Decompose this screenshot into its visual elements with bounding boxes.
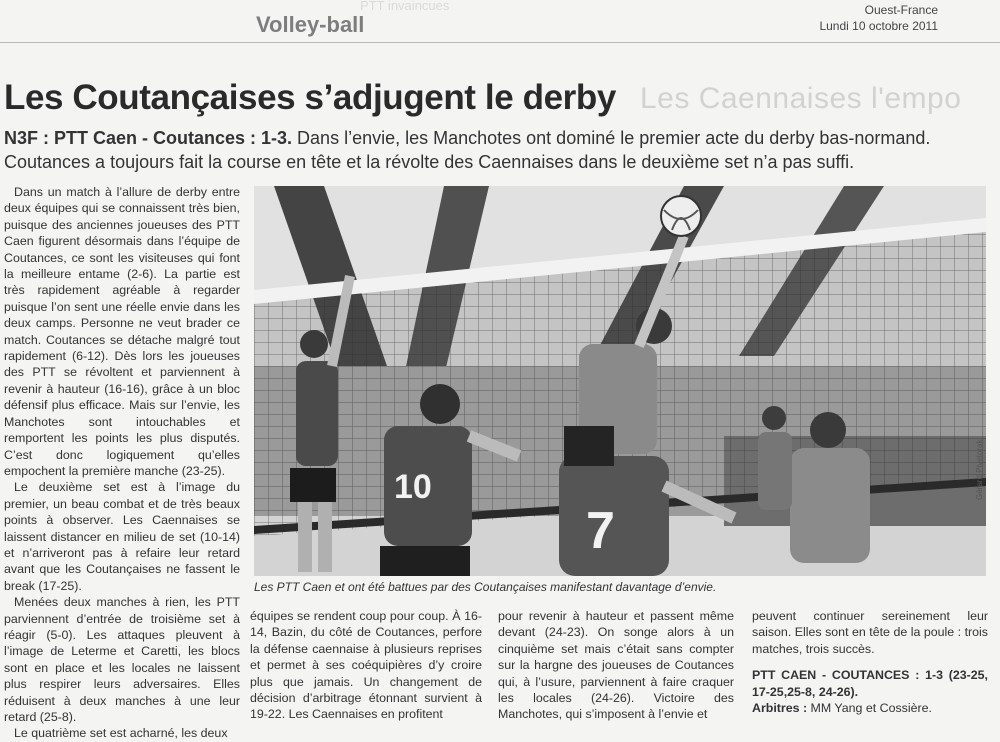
article-column-2 (250, 608, 482, 720)
header-rule (0, 42, 1000, 43)
paragraph: équipes se rendent coup pour coup. À 16-14, Bazin, du côté de Coutances, perfore la défense caennaise à plusieurs reprises et permet à ses coéquipières d’y croire plus que jamais. Un changement de décision d’arbitrage étonnant survient à 19-22. Les Caennaises en profitent (250, 609, 482, 722)
newspaper-source (819, 2, 938, 34)
article-column-3 (498, 608, 734, 720)
bleed-through-heading: Les Caennaises l'empo (640, 82, 962, 115)
paragraph: Menées deux manches à rien, les PTT parviennent d’entrée de troisième set à réagir (5-0). Les attaques pleuvent à l’image de Leterme et Caretti, les blocs sont en place et les locales ne laissent plus respirer leurs adversaires. Elles réduisent à deux manches à une leur retard (25-8). (4, 595, 240, 724)
publication-date: Lundi 10 octobre 2011 (819, 19, 938, 33)
jersey-number-7: 7 (586, 502, 615, 560)
newspaper-name: Ouest-France (864, 3, 938, 17)
final-score-line: PTT CAEN - COUTANCES : 1-3 (23-25, 17-25,25-8, 24-26). (752, 668, 988, 699)
article-column-1 (4, 184, 240, 741)
chapo-lead: N3F : PTT Caen - Coutances : 1-3. (4, 128, 293, 148)
volleyball-scene-illustration (254, 186, 986, 576)
photo-caption: Les PTT Caen et ont été battues par des Coutançaises manifestant davantage d’envie. (254, 580, 717, 594)
paragraph: peuvent continuer sereinement leur saison. Elles sont en tête de la poule : trois matches, trois succès. (752, 609, 988, 656)
referees-label: Arbitres : (752, 701, 808, 716)
paragraph: Dans un match à l’allure de derby entre deux équipes qui se connaissent très bien, puisque des anciennes joueuses des PTT Caen figurent désormais dans l’équipe de Coutances, ce sont les visiteuses qui font la meilleure entame (2-6). La partie est très rapidement agréable à regarder puisque l’on sent une réelle envie dans les deux camps. Personne ne veut brader ce match. Coutances se détache malgré tout rapidement (6-12). Dès lors les joueuses des PTT se révoltent et parviennent à revenir à hauteur (16-16), grâce à un bloc défensif plus efficace. Mais sur l’envie, les Manchotes sont intouchables et remportent les points les plus disputés. C’est donc logiquement qu’elles empochent la première manche (23-25). (4, 185, 240, 478)
jersey-number-10: 10 (394, 468, 432, 506)
paragraph: Le quatrième set est acharné, les deux (14, 726, 228, 741)
volleyball (661, 196, 701, 236)
match-photo (254, 186, 986, 576)
photo-credit: Gérard Pivetorak (975, 439, 984, 500)
paragraph: Le deuxième set est à l’image du premier, un beau combat et de très beaux points à observer. Les Caennaises se laissent distancer en milieu de set (10-14) et n’arriveront pas à refaire leur retard avant que les Coutançaises ne fassent le break (17-25). (4, 480, 240, 593)
paragraph: pour revenir à hauteur et passent même devant (24-23). On songe alors à un cinquième set mais c’était sans compter sur la hargne des joueuses de Coutances qui, à l’usure, parviennent à faire craquer les locales (24-26). Victoire des Manchotes, qui s’imposent à l’envie et (498, 609, 734, 722)
referees-names: MM Yang et Cossière. (807, 701, 932, 716)
article-column-4 (752, 608, 988, 720)
bleed-through-top: PTT invaincues (360, 0, 450, 13)
referees-line (752, 700, 988, 716)
chapo-text: Dans l’envie, les Manchotes ont dominé le premier acte du derby bas-normand. Coutances a toujours fait la course en tête et la révolte des Caennaises dans le deuxième set n’a pas suffi. (4, 128, 931, 172)
article-chapo (4, 126, 994, 174)
section-rubric: Volley-ball (256, 12, 365, 37)
article-headline: Les Coutançaises s’adjugent le derby (4, 78, 616, 117)
